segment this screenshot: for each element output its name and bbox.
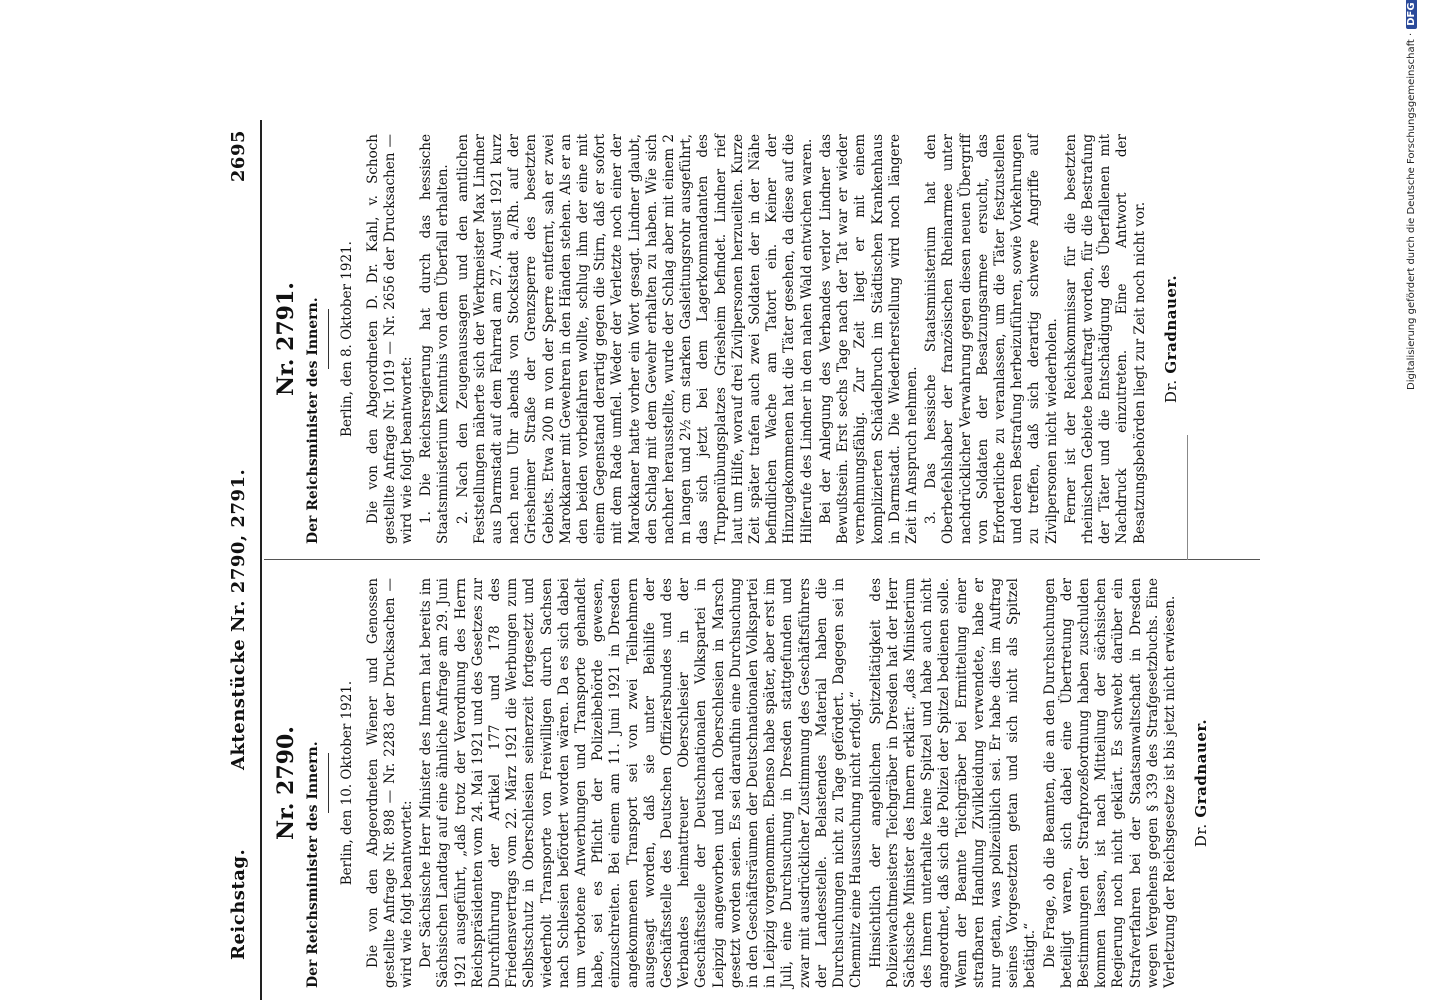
paragraph: Die Frage, ob die Beamten, die an den Durchsuchungen beteiligt waren, sich dabei eine Übertretung der Bestimmungen der Strafprozeßordnung haben zuschulden kommen lassen, ist nach Mitteilung der sächsischen Regierung noch nicht geklärt. Es schwebt darüber ein Strafverfahren bei der Staatsanwaltschaft in Dresden wegen Vergehens gegen § 339 des Strafgesetzbuchs. Eine Verletzung der Reichsgesetze ist bis jetzt nicht erwiesen. bbox=[1041, 578, 1178, 988]
ministry-heading: Der Reichsminister des Innern. bbox=[305, 297, 322, 544]
page-number: 2695 bbox=[228, 130, 249, 183]
paragraph: 1. Die Reichsregierung hat durch das hessische Staatsministerium Kenntnis von dem Überfall erhalten. bbox=[418, 134, 452, 544]
column-divider bbox=[264, 559, 1260, 560]
paragraph: Hinsichtlich der angeblichen Spitzeltätigkeit des Polizeiwachtmeisters Teichgräber in Dresden hat der Herr Sächsische Minister des Innern erklärt: „das Ministerium des Innern unterhalte keine Spitzel und habe auch nicht angeordnet, daß sich die Polizei der Spitzel bedienen solle. Wenn der Beamte Teichgräber bei Ermittelung einer strafbaren Handlung Zivilkleidung verwendete, habe er nur getan, was polizeiüblich sei. Er habe dies im Auftrag seines Vorgesetzten getan und sich nicht als Spitzel betätigt.“ bbox=[867, 578, 1039, 988]
signature-name: Gradnauer. bbox=[1161, 274, 1180, 374]
paragraph: Ferner ist der Reichskommissar für die besetzten rheinischen Gebiete beauftragt worden, für die Bestrafung der Täter und die Entschädigung des Überfallenen mit Nachdruck einzutreten. Eine Antwort der Besatzungsbehörden liegt zur Zeit noch nicht vor. bbox=[1062, 134, 1148, 544]
paragraph: Die von den Abgeordneten Wiener und Genossen gestellte Anfrage Nr. 898 — Nr. 2283 der Drucksachen — wird wie folgt beantwortet: bbox=[364, 578, 416, 988]
short-rule bbox=[328, 309, 329, 369]
signature bbox=[1163, 134, 1180, 544]
digitization-text bbox=[1406, 0, 1417, 390]
column-nr-2790 bbox=[270, 578, 1210, 988]
document-number: Nr. 2790. bbox=[273, 726, 299, 840]
signature-title: Dr. bbox=[1161, 379, 1180, 404]
signature-title: Dr. bbox=[1192, 823, 1211, 848]
running-head bbox=[228, 120, 256, 1000]
paragraph: Der Sächsische Herr Minister des Innern hat bereits im Sächsischen Landtag auf eine ähnliche Anfrage am 29. Juni 1921 ausgeführt, „daß trotz der Verordnung des Herrn Reichspräsidenten vom 24. Mai 1921 und des Gesetzes zur Durchführung der Artikel 177 und 178 des Friedensvertrags vom 22. März 1921 die Werbungen zum Selbstschutz in Oberschlesien seinerzeit fortgesetzt und wiederholt Transporte von Freiwilligen durch Sachsen nach Schlesien befördert worden wären. Da es sich dabei um verbotene Anwerbungen und Transporte gehandelt habe, sei es Pflicht der Polizeibehörde gewesen, einzuschreiten. Bei einem am 11. Juni 1921 in Dresden angekommenen Transport sei von zwei Teilnehmern ausgesagt worden, daß sie unter Beihilfe der Geschäftsstelle des Deutschen Offiziersbundes und des Verbandes heimattreuer Oberschlesier in der Geschäftsstelle der Deutschnationalen Volkspartei in Leipzig angeworben und nach Oberschlesien in Marsch gesetzt worden seien. Es sei daraufhin eine Durchsuchung in den Geschäftsräumen der Deutschnationalen Volkspartei in Leipzig vorgenommen. Ebenso habe später, aber erst im Juli, eine Durchsuchung in Dresden stattgefunden und zwar mit ausdrücklicher Zustimmung des Geschäftsführers der Landesstelle. Belastendes Material haben die Durchsuchungen nicht zu Tage gefördert. Dagegen sei in Chemnitz eine Haussuchung nicht erfolgt.“ bbox=[418, 578, 865, 988]
document-number: Nr. 2791. bbox=[273, 282, 299, 396]
digitization-note bbox=[1406, 2, 1430, 390]
dfg-logo: DFG bbox=[1406, 0, 1417, 29]
rotated-document-sheet bbox=[220, 120, 1300, 1000]
signature-name: Gradnauer. bbox=[1192, 718, 1211, 818]
paragraph: 3. Das hessische Staatsministerium hat den Oberbefehlshaber der französischen Rheinarmee unter nachdrücklicher Verwahrung gegen diesen neuen Übergriff von Soldaten der Besatzungsarmee ersucht, das Erforderliche zu veranlassen, um die Täter festzustellen und deren Bestrafung herbeizuführen, sowie Vorkehrungen zu treffen, daß sich derartig schwere Angriffe auf Zivilpersonen nicht wiederholen. bbox=[923, 134, 1060, 544]
digitization-label: Digitalisierung gefördert durch die Deutsche Forschungsgemeinschaft · bbox=[1406, 32, 1417, 390]
column-nr-2791 bbox=[270, 134, 1180, 544]
short-rule bbox=[328, 753, 329, 813]
running-head-left: Reichstag. bbox=[228, 848, 249, 960]
paragraph: Die von den Abgeordneten D. Dr. Kahl, v. Schoch gestellte Anfrage Nr. 1019 — Nr. 2656 der Drucksachen — wird wie folgt beantwortet: bbox=[364, 134, 416, 544]
header-rule bbox=[260, 120, 262, 1000]
paragraph: 2. Nach den Zeugenaussagen und den amtlichen Feststellungen näherte sich der Werkmeister Max Lindner aus Darmstadt auf dem Fahrrad am 27. August 1921 kurz nach neun Uhr abends von Stockstadt a./Rh. auf der Griesheimer Straße der Grenzsperre des besetzten Gebiets. Etwa 200 m von der Sperre entfernt, sah er zwei Marokkaner mit Gewehren in den Händen stehen. Als er an den beiden vorbeifahren wollte, schlug ihm der eine mit einem Gegenstand derartig gegen die Stirn, daß er sofort mit dem Rade umfiel. Weder der Verletzte noch einer der Marokkaner hatte vorher ein Wort gesagt. Lindner glaubt, den Schlag mit dem Gewehr erhalten zu haben. Wie sich nachher herausstellte, wurde der Schlag aber mit einem 2 m langen und 2½ cm starken Gasleitungsrohr ausgeführt, das sich jetzt bei dem Lagerkommandanten des Truppenübungsplatzes Griesheim befindet. Lindner rief laut um Hilfe, worauf drei Zivilpersonen herzueilten. Kurze Zeit später trafen auch zwei Soldaten der in der Nähe befindlichen Wache am Tatort ein. Keiner der Hinzugekommenen hat die Täter gesehen, da diese auf die Hilferufe des Lindner in den nahen Wald entwichen waren. bbox=[454, 134, 815, 544]
scan-margin-line bbox=[1187, 435, 1188, 560]
paragraph: Bei der Anlegung des Verbandes verlor Lindner das Bewußtsein. Erst sechs Tage nach der Tat war er wieder vernehmungsfähig. Zur Zeit liegt er mit einem komplizierten Schädelbruch im Städtischen Krankenhaus in Darmstadt. Die Wiederherstellung wird noch längere Zeit in Anspruch nehmen. bbox=[817, 134, 920, 544]
signature bbox=[1193, 578, 1210, 988]
running-head-title: Aktenstücke Nr. 2790, 2791. bbox=[228, 468, 249, 770]
date-line: Berlin, den 10. Oktober 1921. bbox=[339, 680, 356, 886]
ministry-heading: Der Reichsminister des Innern. bbox=[305, 741, 322, 988]
date-line: Berlin, den 8. Oktober 1921. bbox=[339, 241, 356, 437]
